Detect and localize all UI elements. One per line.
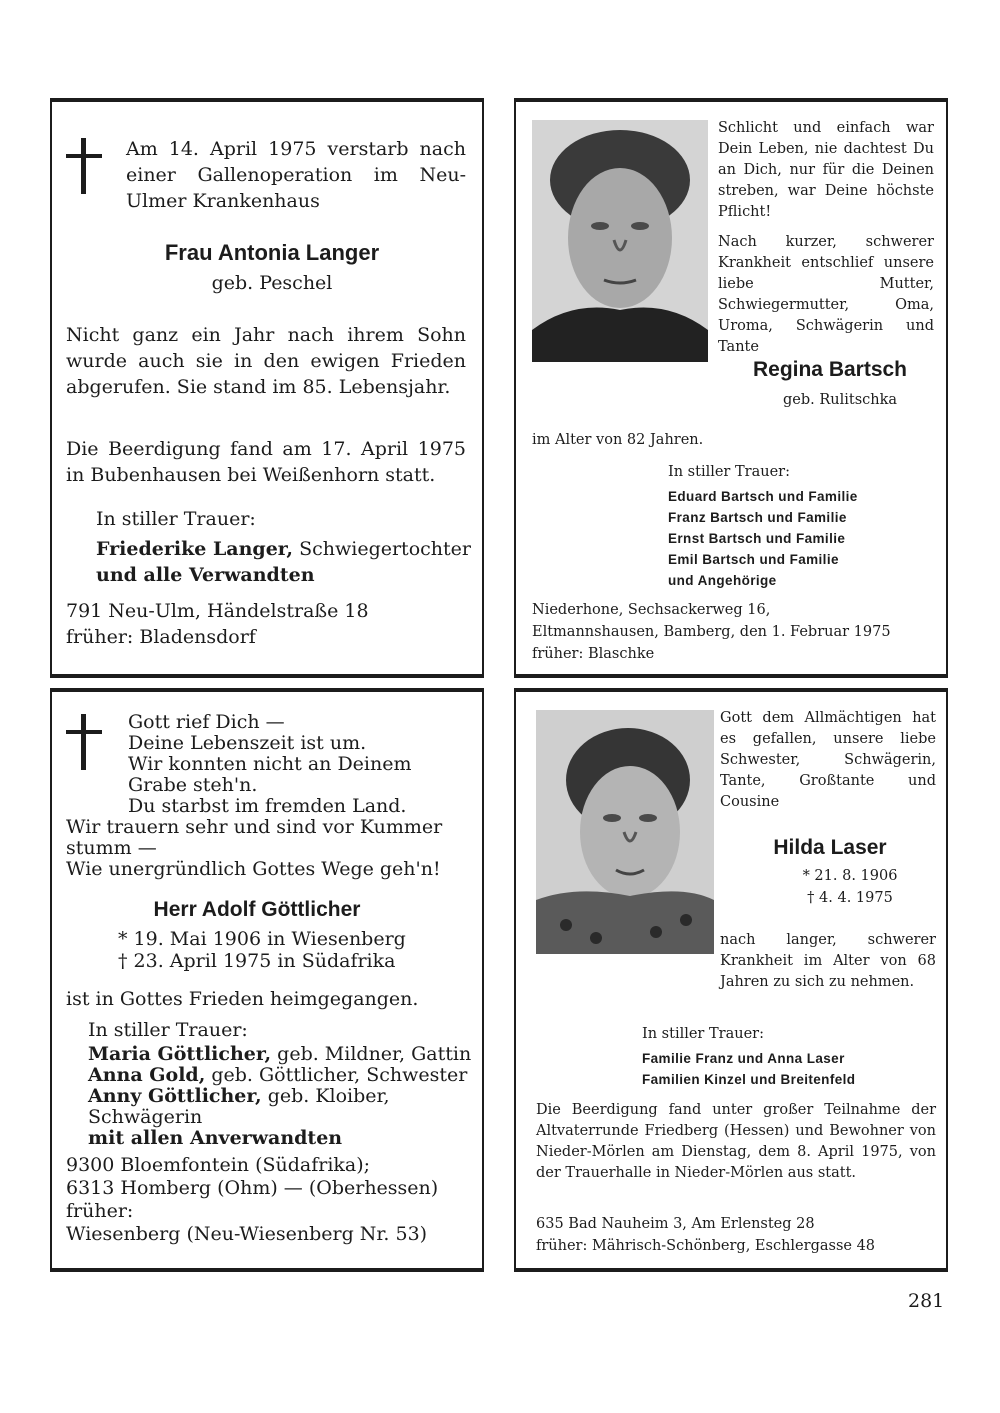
bartsch-address-3: früher: Blaschke xyxy=(532,646,655,662)
goettlicher-born: * 19. Mai 1906 in Wiesenberg xyxy=(118,928,406,950)
bartsch-address-2: Eltmannshausen, Bamberg, den 1. Februar 1975 xyxy=(532,624,891,640)
poem-line: Deine Lebenszeit ist um. xyxy=(128,732,367,754)
bartsch-birth-name: geb. Rulitschka xyxy=(782,392,898,408)
langer-funeral-text: Die Beerdigung fand am 17. April 1975 in Bubenhausen bei Weißenhorn statt. xyxy=(66,438,466,486)
bartsch-address-1: Niederhone, Sechsackerweg 16, xyxy=(532,602,771,618)
bartsch-poem: Schlicht und einfach war Dein Leben, nie dachtest Du an Dich, nur für die Deinen streben, war Deine höchste Pflicht! xyxy=(718,120,934,220)
bartsch-mourner: Ernst Bartsch und Familie xyxy=(668,531,846,546)
goettlicher-name: Herr Adolf Göttlicher xyxy=(153,898,361,921)
portrait-image xyxy=(536,710,714,954)
langer-mourner-1-role: Schwiegertochter xyxy=(299,538,471,560)
laser-died: † 4. 4. 1975 xyxy=(807,890,893,906)
poem-line: Wir konnten nicht an Deinem xyxy=(128,753,412,775)
goettlicher-poem xyxy=(66,712,476,880)
langer-name: Frau Antonia Langer xyxy=(164,240,380,265)
laser-name: Hilda Laser xyxy=(773,836,887,859)
goettlicher-mourner-role: Schwägerin xyxy=(88,1106,203,1128)
langer-address-1: 791 Neu-Ulm, Händelstraße 18 xyxy=(66,600,369,622)
bartsch-mourner-list xyxy=(668,486,858,591)
cross-icon xyxy=(66,138,102,194)
address-line: 6313 Homberg (Ohm) — (Oberhessen) xyxy=(66,1177,439,1199)
goettlicher-mourner xyxy=(88,1086,478,1107)
goettlicher-died: † 23. April 1975 in Südafrika xyxy=(118,950,396,972)
notice-adolf-goettlicher xyxy=(50,688,484,1272)
laser-born: * 21. 8. 1906 xyxy=(802,868,898,884)
notice-hilda-laser xyxy=(514,688,948,1272)
langer-mourner-1 xyxy=(96,536,471,562)
langer-intro: Am 14. April 1975 verstarb nach einer Gallenoperation im Neu-Ulmer Krankenhaus xyxy=(126,138,466,212)
notice-antonia-langer xyxy=(50,98,484,678)
poem-line: stumm — xyxy=(66,837,157,859)
poem-line: Du starbst im fremden Land. xyxy=(128,795,407,817)
langer-mourner-2: und alle Verwandten xyxy=(96,564,315,586)
langer-mourning-heading: In stiller Trauer: xyxy=(96,508,256,530)
bartsch-name: Regina Bartsch xyxy=(752,358,908,381)
laser-mourner: Familien Kinzel und Breitenfeld xyxy=(642,1072,856,1087)
goettlicher-mourning-heading: In stiller Trauer: xyxy=(88,1019,248,1041)
bartsch-mourner: Eduard Bartsch und Familie xyxy=(668,489,858,504)
poem-line: Gott rief Dich — xyxy=(128,711,285,733)
bartsch-mourner: Franz Bartsch und Familie xyxy=(668,510,847,525)
goettlicher-mourner-list xyxy=(88,1044,478,1149)
bartsch-announcement: Nach kurzer, schwerer Krankheit entschlief unsere liebe Mutter, Schwiegermutter, Oma, Uroma, Schwägerin und Tante xyxy=(718,234,934,355)
poem-line: Wie unergründlich Gottes Wege geh'n! xyxy=(66,858,441,880)
langer-address-2: früher: Bladensdorf xyxy=(66,626,256,648)
address-line: 9300 Bloemfontein (Südafrika); xyxy=(66,1154,371,1176)
poem-line: Grabe steh'n. xyxy=(128,774,258,796)
bartsch-mourning-heading: In stiller Trauer: xyxy=(668,464,790,480)
bartsch-mourner: Emil Bartsch und Familie xyxy=(668,552,839,567)
goettlicher-mourner xyxy=(88,1065,478,1086)
laser-mourner-list xyxy=(642,1048,855,1090)
goettlicher-address xyxy=(66,1154,438,1246)
address-line: Wiesenberg (Neu-Wiesenberg Nr. 53) xyxy=(66,1223,428,1245)
goettlicher-mourner xyxy=(88,1044,478,1065)
laser-announcement: Gott dem Allmächtigen hat es gefallen, unsere liebe Schwester, Schwägerin, Tante, Großtante und Cousine xyxy=(720,710,936,810)
langer-body-text: Nicht ganz ein Jahr nach ihrem Sohn wurde auch sie in den ewigen Frieden abgerufen. Sie stand im 85. Lebensjahr. xyxy=(66,324,466,398)
notice-regina-bartsch xyxy=(514,98,948,678)
mourner-detail: geb. Mildner, Gattin xyxy=(277,1043,472,1065)
portrait-image xyxy=(532,120,708,362)
mourner-detail: geb. Göttlicher, Schwester xyxy=(211,1064,468,1086)
page-number: 281 xyxy=(908,1290,945,1312)
laser-address-2: früher: Mährisch-Schönberg, Eschlergasse 48 xyxy=(536,1238,876,1254)
laser-address-1: 635 Bad Nauheim 3, Am Erlensteg 28 xyxy=(536,1216,815,1232)
goettlicher-mourner: mit allen Anverwandten xyxy=(88,1127,343,1149)
laser-text: nach langer, schwerer Krankheit im Alter von 68 Jahren zu sich zu nehmen. xyxy=(720,932,936,990)
laser-funeral: Die Beerdigung fand unter großer Teilnahme der Altvaterrunde Friedberg (Hessen) und Bewohner von Nieder-Mörlen am Dienstag, dem 8. April 1975, von der Trauerhalle in Nieder-Mörlen aus statt. xyxy=(536,1102,936,1181)
laser-mourner: Familie Franz und Anna Laser xyxy=(642,1051,845,1066)
bartsch-mourner: und Angehörige xyxy=(668,573,777,588)
mourner-name: Anny Göttlicher, xyxy=(88,1085,262,1107)
mourner-name: Anna Gold, xyxy=(88,1064,206,1086)
langer-birth-name: geb. Peschel xyxy=(211,272,333,294)
mourner-name: Maria Göttlicher, xyxy=(88,1043,272,1065)
portrait-regina-bartsch xyxy=(532,120,708,362)
portrait-hilda-laser xyxy=(536,710,714,954)
bartsch-age: im Alter von 82 Jahren. xyxy=(532,432,704,448)
mourner-detail: geb. Kloiber, xyxy=(267,1085,390,1107)
langer-mourner-1-name: Friederike Langer, xyxy=(96,538,294,560)
laser-mourning-heading: In stiller Trauer: xyxy=(642,1026,764,1042)
goettlicher-passed: ist in Gottes Frieden heimgegangen. xyxy=(66,988,419,1010)
address-line: früher: xyxy=(66,1200,134,1222)
poem-line: Wir trauern sehr und sind vor Kummer xyxy=(66,816,443,838)
